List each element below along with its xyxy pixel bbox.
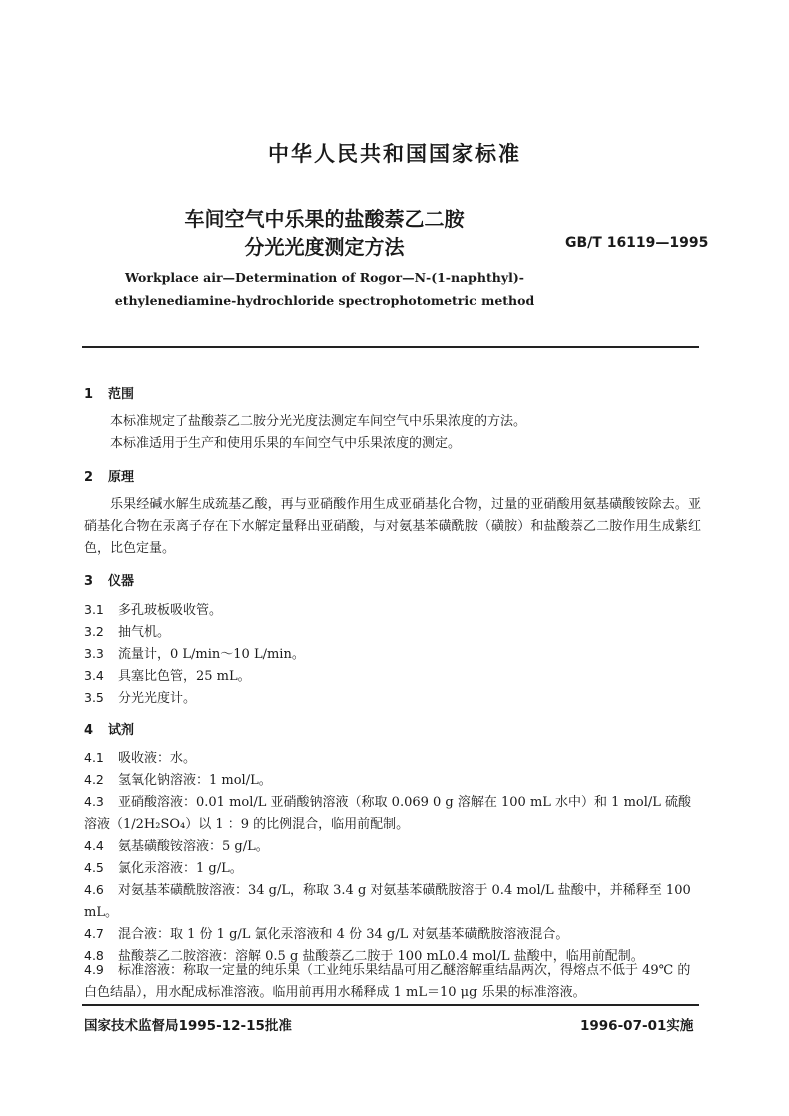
item-number: 4.9 [84,962,104,977]
list-item [84,621,701,644]
list-item [84,879,701,924]
list-item [84,923,701,946]
item-text: 混合液：取 1 份 1 g/L 氯化汞溶液和 4 份 34 g/L 对氨基苯磺酰胺溶液混合。 [118,927,569,942]
english-title-line-1: Workplace air—Determination of Rogor—N-(1-naphthyl)- [125,270,524,285]
item-text: 流量计，0 L/min～10 L/min。 [118,647,305,662]
item-number: 4.1 [84,750,104,765]
item-text: 吸收液：水。 [118,751,197,766]
list-item [84,599,701,622]
list-item [84,769,701,792]
item-text: 分光光度计。 [118,691,197,706]
item-number: 4.7 [84,926,104,941]
approval-date: 国家技术监督局1995-12-15批准 [84,1018,292,1034]
section-2-paragraph-1: 乐果经碱水解生成巯基乙酸，再与亚硝酸作用生成亚硝基化合物，过量的亚硝酸用氨基磺酸铵除去。亚硝基化合物在汞离子存在下水解定量释出亚硝酸，与对氨基苯磺酰胺（磺胺）和盐酸萘乙二胺作用生成紫红色，比色定量。 [84,497,701,556]
english-title-line-2: ethylenediamine-hydrochloride spectrophotometric method [114,293,535,308]
section-title: 仪器 [108,574,135,589]
list-item [84,857,701,880]
item-text: 氨基磺酸铵溶液：5 g/L。 [118,839,269,854]
item-text: 标准溶液：称取一定量的纯乐果（工业纯乐果结晶可用乙醚溶解重结晶两次，得熔点不低于 49℃ 的白色结晶），用水配成标准溶液。临用前再用水稀释成 1 mL＝10 μg 乐果的标准溶液。 [84,963,691,1000]
list-item [84,643,701,666]
section-number: 1 [84,387,94,402]
item-text: 亚硝酸溶液：0.01 mol/L 亚硝酸钠溶液（称取 0.069 0 g 溶解在 100 mL 水中）和 1 mol/L 硫酸溶液（1/2H₂SO₄）以 1 ：9 的比例混合，临用前配制。 [84,795,692,832]
item-number: 4.4 [84,838,104,853]
effective-date: 1996-07-01实施 [580,1018,694,1034]
list-item [84,747,701,770]
item-text: 抽气机。 [118,625,171,640]
item-text: 盐酸萘乙二胺溶液：溶解 0.5 g 盐酸萘乙二胺于 100 mL0.4 mol/L 盐酸中，临用前配制。 [118,949,644,964]
item-number: 4.2 [84,772,104,787]
section-title: 原理 [108,470,135,485]
header-divider [82,346,699,348]
section-1-paragraph-1: 本标准规定了盐酸萘乙二胺分光光度法测定车间空气中乐果浓度的方法。 [110,414,527,429]
section-3-heading [84,570,134,589]
item-number: 3.3 [84,646,104,661]
section-4-heading [84,719,134,738]
list-item [84,835,701,858]
list-item [84,687,701,710]
item-number: 4.5 [84,860,104,875]
document-title-line-1: 车间空气中乐果的盐酸萘乙二胺 [184,207,465,231]
item-text: 氢氧化钠溶液：1 mol/L。 [118,773,272,788]
item-text: 具塞比色管，25 mL。 [118,669,251,684]
item-text: 氯化汞溶液：1 g/L。 [118,861,243,876]
list-item [84,791,701,836]
item-text: 对氨基苯磺酰胺溶液：34 g/L，称取 3.4 g 对氨基苯磺酰胺溶于 0.4 mol/L 盐酸中，并稀释至 100 mL。 [84,883,691,920]
section-2-heading [84,466,134,485]
section-number: 4 [84,723,94,738]
section-title: 试剂 [108,723,135,738]
footer-divider [82,1004,699,1006]
item-number: 3.2 [84,624,104,639]
item-number: 4.8 [84,948,104,963]
list-item [84,959,701,1004]
section-number: 3 [84,574,94,589]
section-number: 2 [84,470,94,485]
standard-number: GB/T 16119—1995 [565,235,709,251]
item-number: 3.5 [84,690,104,705]
section-title: 范围 [108,387,135,402]
item-number: 3.4 [84,668,104,683]
section-1-paragraph-2: 本标准适用于生产和使用乐果的车间空气中乐果浓度的测定。 [110,436,462,451]
list-item [84,665,701,688]
item-number: 4.3 [84,794,104,809]
item-number: 4.6 [84,882,104,897]
national-standard-heading: 中华人民共和国国家标准 [268,142,521,166]
section-1-heading [84,383,134,402]
document-title-line-2: 分光光度测定方法 [244,235,405,259]
item-text: 多孔玻板吸收管。 [118,603,223,618]
item-number: 3.1 [84,602,104,617]
